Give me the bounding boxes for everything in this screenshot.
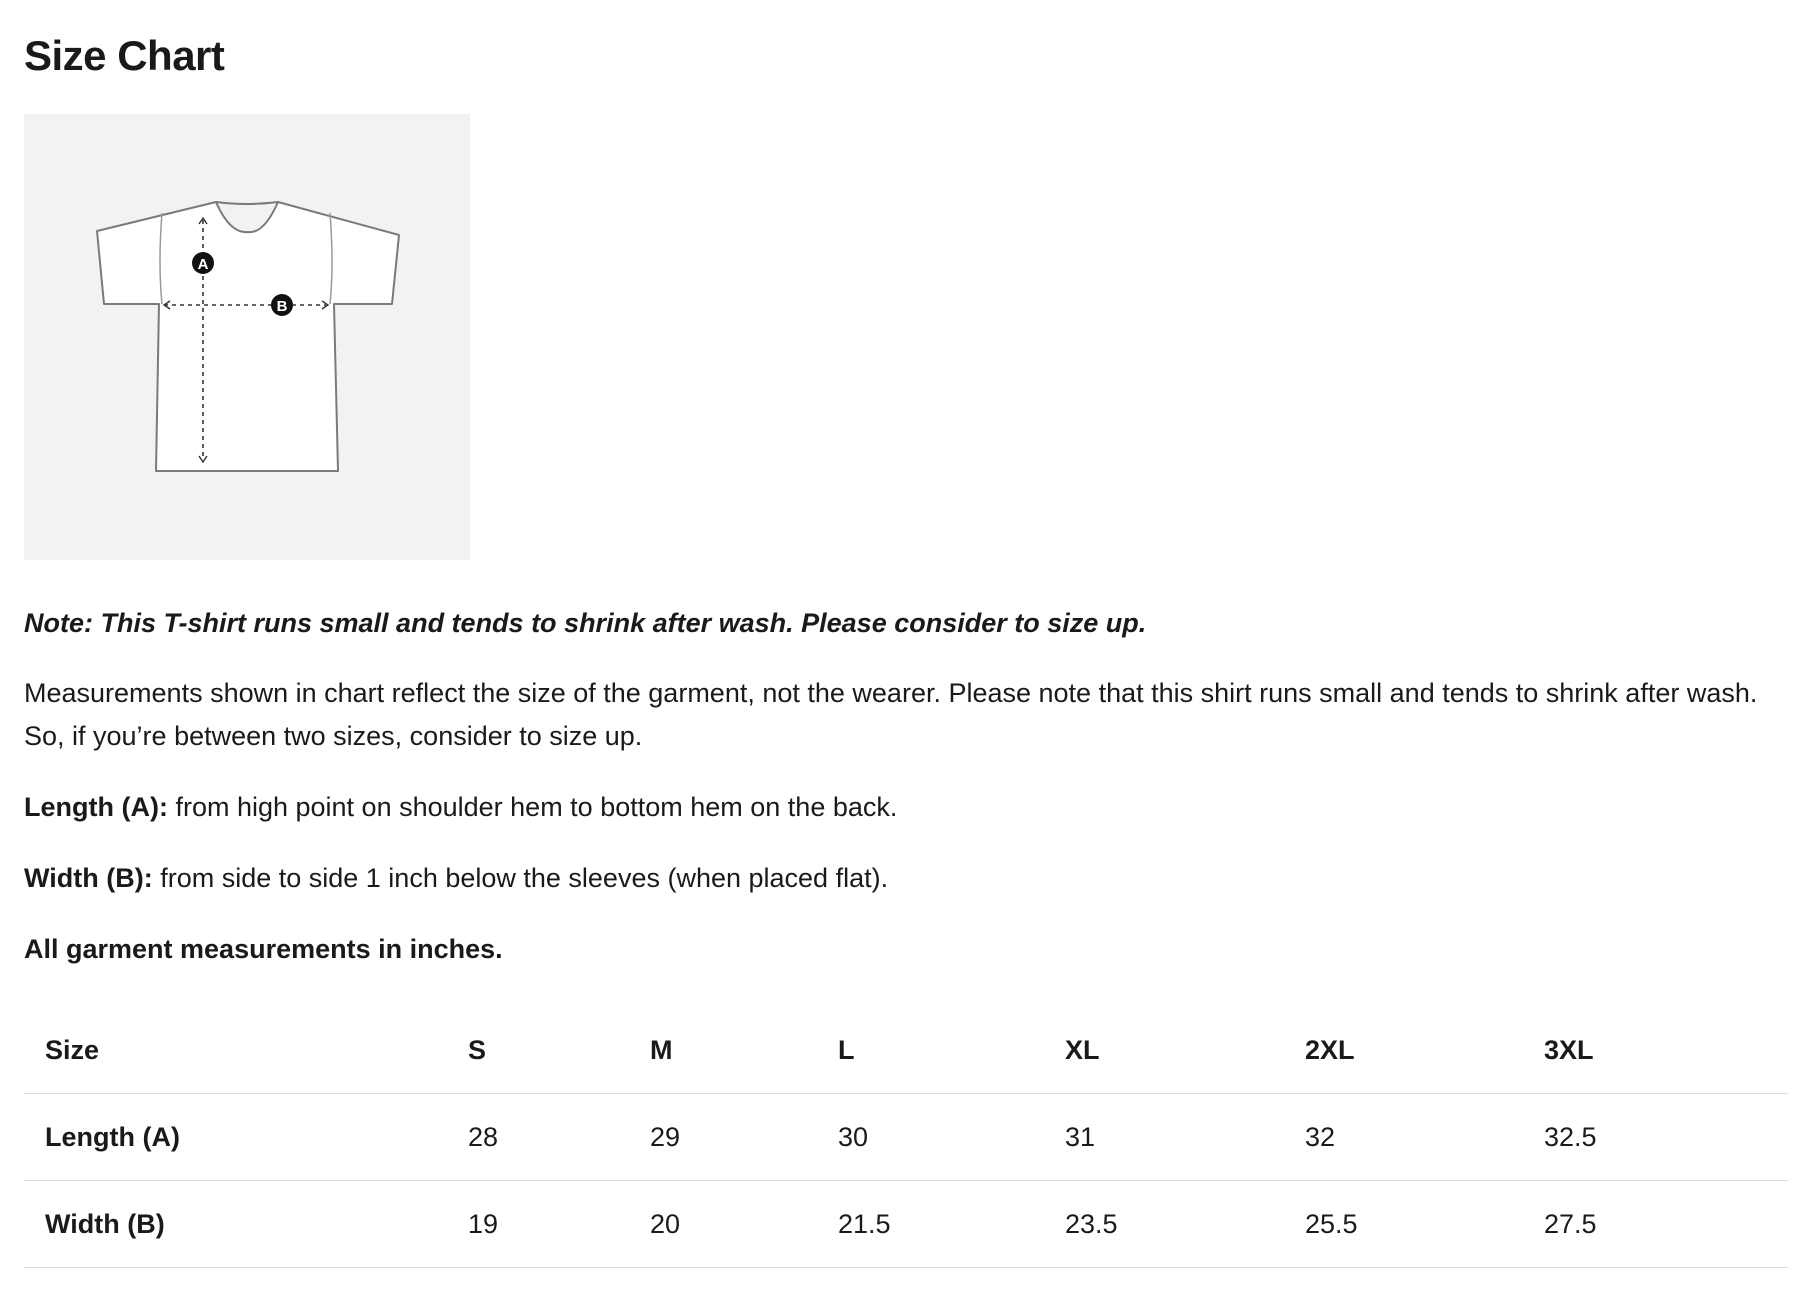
header-s: S [468, 1034, 487, 1065]
tshirt-icon [24, 114, 470, 560]
table-cell: 20 [650, 1181, 838, 1268]
length-definition-text: from high point on shoulder hem to bottom hem on the back. [167, 792, 898, 822]
table-cell: 32 [1305, 1094, 1544, 1181]
measurement-description: Measurements shown in chart reflect the size of the garment, not the wearer. Please note that this shirt runs small and tends to shrink after wash. So, if you’re between two sizes, consider to size up. [24, 678, 1758, 751]
table-cell: 21.5 [838, 1181, 1065, 1268]
table-cell: 30 [838, 1094, 1065, 1181]
table-cell: 23.5 [1065, 1181, 1305, 1268]
units-note: All garment measurements in inches. [24, 934, 503, 964]
marker-b-label: B [276, 298, 288, 315]
header-2xl: 2XL [1305, 1034, 1355, 1065]
table-cell: 29 [650, 1094, 838, 1181]
size-table [24, 1007, 1788, 1268]
marker-a-label: A [197, 256, 209, 273]
width-definition [24, 857, 1788, 900]
header-l: L [838, 1034, 855, 1065]
table-row [24, 1181, 1788, 1268]
table-cell: 19 [468, 1181, 650, 1268]
length-definition-label: Length (A): [24, 792, 168, 822]
header-xl: XL [1065, 1034, 1100, 1065]
header-3xl: 3XL [1544, 1034, 1594, 1065]
tshirt-diagram [24, 114, 470, 560]
table-cell: 31 [1065, 1094, 1305, 1181]
header-m: M [650, 1034, 673, 1065]
length-definition [24, 786, 1788, 829]
width-definition-text: from side to side 1 inch below the sleeves (when placed flat). [152, 863, 889, 893]
table-row [24, 1094, 1788, 1181]
header-size: Size [45, 1034, 100, 1065]
table-header-row [24, 1007, 1788, 1094]
table-cell: 28 [468, 1094, 650, 1181]
sizing-note: Note: This T-shirt runs small and tends to shrink after wash. Please consider to size up. [24, 608, 1147, 638]
table-cell: 32.5 [1544, 1094, 1788, 1181]
width-definition-label: Width (B): [24, 863, 153, 893]
row-label-width: Width (B) [24, 1181, 468, 1268]
table-cell: 27.5 [1544, 1181, 1788, 1268]
page-title: Size Chart [24, 32, 225, 79]
row-label-length: Length (A) [24, 1094, 468, 1181]
table-cell: 25.5 [1305, 1181, 1544, 1268]
